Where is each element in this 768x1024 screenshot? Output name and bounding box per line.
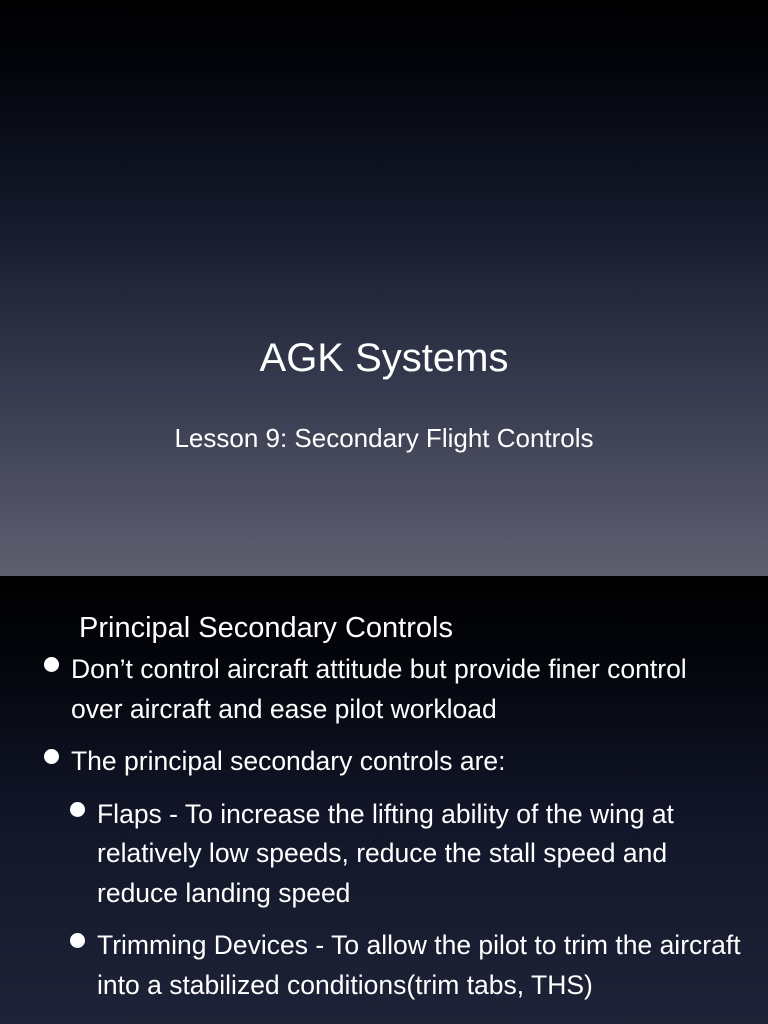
- bullet-dot-icon: [44, 657, 59, 672]
- bullet-text: The principal secondary controls are:: [71, 746, 506, 776]
- bullet-item: [0, 742, 768, 782]
- sub-bullet-item: [0, 795, 768, 914]
- content-slide-title: Principal Secondary Controls: [79, 612, 453, 644]
- slide-title: AGK Systems: [259, 336, 509, 380]
- bullet-text: Don’t control aircraft attitude but provide finer control over aircraft and ease pilot workload: [71, 654, 687, 724]
- bullet-item: [0, 650, 768, 729]
- bullet-text: Trimming Devices - To allow the pilot to trim the aircraft into a stabilized conditions(trim tabs, THS): [97, 930, 741, 1000]
- slide-subtitle: Lesson 9: Secondary Flight Controls: [174, 423, 594, 453]
- bullet-dot-icon: [44, 749, 59, 764]
- bullet-list: [0, 650, 768, 1005]
- bullet-dot-icon: [70, 933, 85, 948]
- sub-bullet-item: [0, 926, 768, 1005]
- bullet-text: Flaps - To increase the lifting ability of the wing at relatively low speeds, reduce the stall speed and reduce landing speed: [97, 798, 674, 908]
- content-slide: [0, 576, 768, 1024]
- bullet-dot-icon: [70, 802, 85, 817]
